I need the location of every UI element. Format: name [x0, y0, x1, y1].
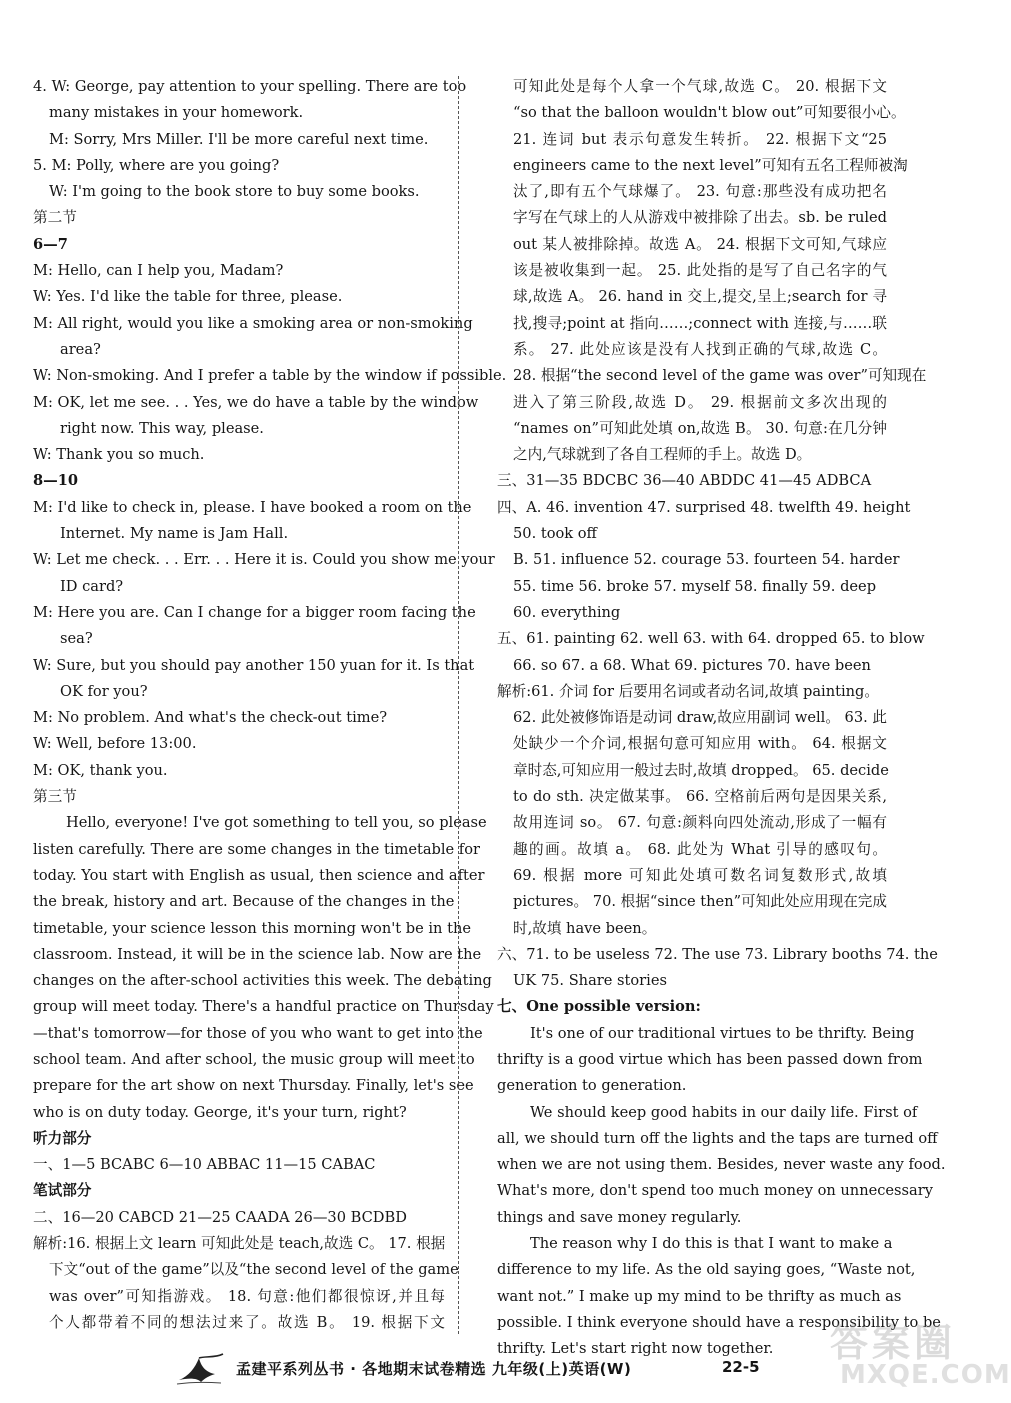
- text-line: 趣的画。故填 a。 68. 此处为 What 引导的感叹句。: [513, 840, 887, 858]
- text-line: 时,故填 have been。: [513, 919, 657, 937]
- text-line: sea?: [60, 630, 93, 648]
- text-line: 二、16—20 CABCD 21—25 CAADA 26—30 BCDBD: [33, 1208, 407, 1226]
- text-line: M: OK, let me see. . . Yes, we do have a table by the window: [33, 393, 479, 411]
- text-line: 6—7: [33, 235, 68, 253]
- text-line: W: Yes. I'd like the table for three, please.: [33, 288, 343, 306]
- text-line: group will meet today. There's a handful practice on Thursday: [33, 998, 494, 1016]
- text-line: 五、61. painting 62. well 63. with 64. dropped 65. to blow: [497, 630, 925, 648]
- text-line: It's one of our traditional virtues to be thrifty. Being: [530, 1024, 915, 1042]
- text-line: 60. everything: [513, 603, 621, 621]
- text-line: 故用连词 so。 67. 句意:颜料向四处流动,形成了一幅有: [513, 814, 887, 832]
- text-line: 21. 连词 but 表示句意发生转折。 22. 根据下文“25: [513, 130, 887, 148]
- text-line: W: Sure, but you should pay another 150 yuan for it. Is that: [33, 656, 475, 674]
- text-line: today. You start with English as usual, then science and after: [33, 866, 485, 884]
- text-line: 第二节: [33, 209, 77, 227]
- text-line: 球,故选 A。 26. hand in 交上,提交,呈上;search for 寻: [513, 288, 887, 306]
- text-line: “so that the balloon wouldn't blow out”可知要很小心。: [513, 104, 906, 122]
- text-line: W: I'm going to the book store to buy some books.: [49, 183, 420, 201]
- text-line: 听力部分: [33, 1129, 92, 1147]
- page-number: 22-5: [722, 1358, 760, 1376]
- text-line: W: Non-smoking. And I prefer a table by the window if possible.: [33, 367, 507, 385]
- series-title: 孟建平系列丛书 · 各地期末试卷精选 九年级(上)英语(W): [236, 1360, 632, 1378]
- text-line: 三、31—35 BDCBC 36—40 ABDDC 41—45 ADBCA: [497, 472, 872, 490]
- watermark-url: MXQE.COM: [840, 1360, 1011, 1390]
- left-column: [33, 74, 507, 1336]
- text-line: Hello, everyone! I've got something to tell you, so please: [66, 814, 487, 832]
- text-line: 下文“out of the game”以及“the second level of the game: [49, 1261, 459, 1279]
- text-line: ID card?: [60, 577, 124, 595]
- text-line: M: No problem. And what's the check-out time?: [33, 709, 388, 727]
- text-line: W: Let me check. . . Err. . . Here it is. Could you show me your: [33, 551, 495, 569]
- text-line: listen carefully. There are some changes in the timetable for: [33, 840, 480, 858]
- text-line: when we are not using them. Besides, never waste any food.: [497, 1156, 946, 1174]
- text-line: M: OK, thank you.: [33, 761, 168, 779]
- text-line: 处缺少一个介词,根据句意可知应用 with。 64. 根据文: [513, 735, 887, 753]
- text-line: out 某人被排除掉。故选 A。 24. 根据下文可知,气球应: [513, 235, 887, 253]
- text-line: 第三节: [33, 788, 77, 806]
- text-line: 一、1—5 BCABC 6—10 ABBAC 11—15 CABAC: [33, 1156, 376, 1174]
- text-line: 28. 根据“the second level of the game was over”可知现在: [513, 367, 927, 385]
- text-line: 之内,气球就到了各自工程师的手上。故选 D。: [513, 446, 812, 464]
- watermark: [822, 1312, 1011, 1397]
- text-line: W: Thank you so much.: [33, 446, 205, 464]
- text-line: 该是被收集到一起。 25. 此处指的是写了自己名字的气: [513, 262, 887, 280]
- text-line: was over”可知指游戏。 18. 句意:他们都很惊讶,并且每: [49, 1287, 445, 1305]
- text-line: 69. 根据 more 可知此处填可数名词复数形式,故填: [513, 866, 887, 884]
- text-line: “names on”可知此处填 on,故选 B。 30. 句意:在几分钟: [513, 419, 887, 437]
- text-line: M: All right, would you like a smoking area or non-smoking: [33, 314, 473, 332]
- text-line: 系。 27. 此处应该是没有人找到正确的气球,故选 C。: [513, 340, 887, 358]
- text-line: M: Hello, can I help you, Madam?: [33, 262, 284, 280]
- text-line: difference to my life. As the old saying goes, “Waste not,: [497, 1261, 916, 1279]
- text-line: 找,搜寻;point at 指向……;connect with 连接,与……联: [513, 314, 887, 332]
- column-divider: [458, 76, 459, 1334]
- text-line: timetable, your science lesson this morning won't be in the: [33, 919, 471, 937]
- swallow-logo-icon: [175, 1352, 225, 1386]
- text-line: B. 51. influence 52. courage 53. fourteen 54. harder: [513, 551, 900, 569]
- text-line: right now. This way, please.: [60, 419, 264, 437]
- text-line: 六、71. to be useless 72. The use 73. Library booths 74. the: [497, 945, 938, 963]
- text-line: generation to generation.: [497, 1077, 687, 1095]
- text-line: classroom. Instead, it will be in the science lab. Now are the: [33, 945, 482, 963]
- text-line: possible. I think everyone should have a responsibility to be: [497, 1313, 941, 1331]
- text-line: W: Well, before 13:00.: [33, 735, 197, 753]
- text-line: 4. W: George, pay attention to your spelling. There are too: [33, 78, 467, 95]
- text-line: 解析:61. 介词 for 后要用名词或者动名词,故填 painting。: [497, 682, 879, 700]
- text-line: 汰了,即有五个气球爆了。 23. 句意:那些没有成功把名: [513, 183, 887, 201]
- text-line: area?: [60, 340, 101, 358]
- text-line: engineers came to the next level”可知有五名工程师被淘: [513, 156, 908, 174]
- text-line: 个人都带着不同的想法过来了。故选 B。 19. 根据下文: [49, 1313, 445, 1331]
- text-line: 七、One possible version:: [497, 998, 701, 1016]
- text-line: What's more, don't spend too much money on unnecessary: [497, 1182, 933, 1200]
- watermark-text: 答案圈: [830, 1321, 957, 1365]
- text-line: The reason why I do this is that I want to make a: [530, 1235, 893, 1253]
- text-line: We should keep good habits in our daily life. First of: [530, 1103, 918, 1121]
- text-line: 55. time 56. broke 57. myself 58. finally 59. deep: [513, 577, 877, 595]
- text-line: 50. took off: [513, 525, 597, 543]
- text-line: 8—10: [33, 472, 79, 490]
- text-line: Internet. My name is Jam Hall.: [60, 525, 289, 543]
- text-line: prepare for the art show on next Thursday. Finally, let's see: [33, 1077, 474, 1095]
- text-line: who is on duty today. George, it's your turn, right?: [33, 1103, 407, 1121]
- text-line: to do sth. 决定做某事。 66. 空格前后两句是因果关系,: [513, 788, 887, 806]
- text-line: 5. M: Polly, where are you going?: [33, 156, 280, 174]
- text-line: UK 75. Share stories: [513, 972, 667, 990]
- text-line: 可知此处是每个人拿一个气球,故选 C。 20. 根据下文: [513, 78, 887, 95]
- text-line: —that's tomorrow—for those of you who want to get into the: [33, 1024, 483, 1042]
- text-line: things and save money regularly.: [497, 1208, 742, 1226]
- text-line: 解析:16. 根据上文 learn 可知此处是 teach,故选 C。 17. 根据: [33, 1235, 446, 1253]
- text-line: 进入了第三阶段,故选 D。 29. 根据前文多次出现的: [513, 393, 887, 411]
- text-line: many mistakes in your homework.: [49, 104, 304, 122]
- text-line: want not.” I make up my mind to be thrifty as much as: [497, 1287, 902, 1305]
- text-line: 66. so 67. a 68. What 69. pictures 70. have been: [513, 656, 871, 674]
- text-line: 笔试部分: [33, 1182, 92, 1200]
- text-line: the break, history and art. Because of the changes in the: [33, 893, 455, 911]
- text-line: thrifty is a good virtue which has been passed down from: [497, 1050, 923, 1068]
- text-line: pictures。 70. 根据“since then”可知此处应用现在完成: [513, 893, 887, 911]
- text-line: changes on the after-school activities this week. The debating: [33, 972, 492, 990]
- text-line: 四、A. 46. invention 47. surprised 48. twelfth 49. height: [497, 498, 911, 516]
- text-line: 字写在气球上的人从游戏中被排除了出去。sb. be ruled: [513, 209, 887, 227]
- text-line: M: I'd like to check in, please. I have booked a room on the: [33, 498, 472, 516]
- text-line: all, we should turn off the lights and the taps are turned off: [497, 1129, 938, 1147]
- text-line: M: Here you are. Can I change for a bigger room facing the: [33, 603, 476, 621]
- text-line: thrifty. Let's start right now together.: [497, 1340, 774, 1358]
- text-line: M: Sorry, Mrs Miller. I'll be more careful next time.: [49, 130, 429, 148]
- text-line: school team. And after school, the music group will meet to: [33, 1050, 475, 1068]
- text-line: 62. 此处被修饰语是动词 draw,故应用副词 well。 63. 此: [513, 709, 887, 727]
- text-line: OK for you?: [60, 682, 148, 700]
- text-line: 章时态,可知应用一般过去时,故填 dropped。 65. decide: [513, 761, 889, 779]
